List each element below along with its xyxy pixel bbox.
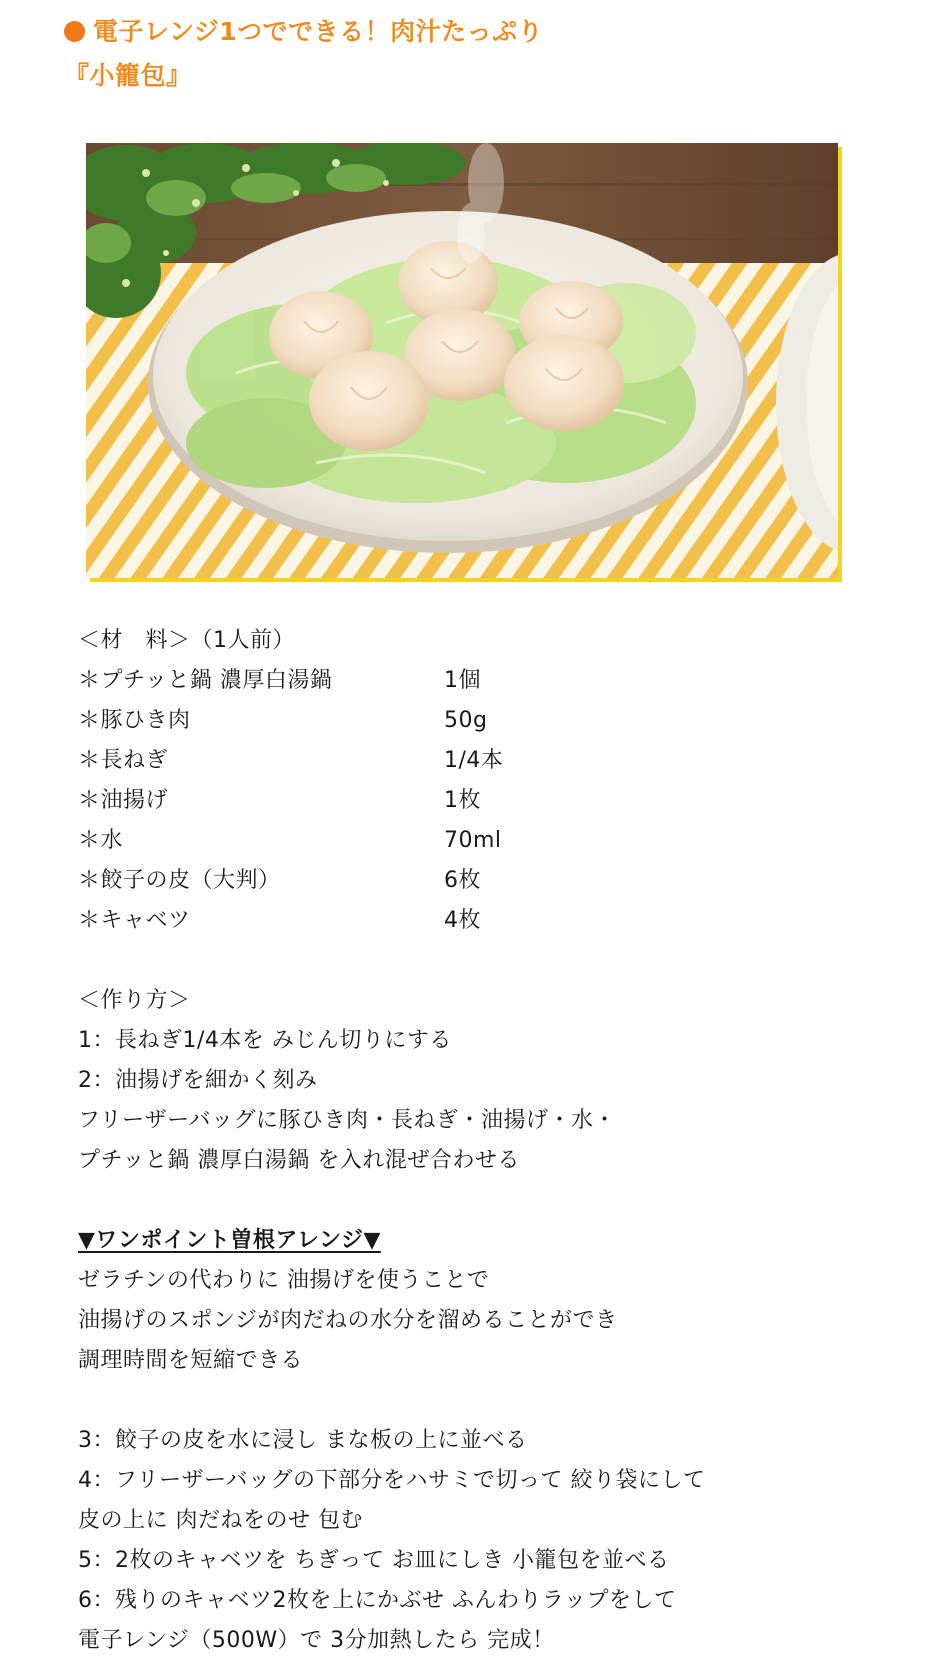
ingredient-name: ＊油揚げ — [78, 788, 169, 813]
dish-photo — [86, 143, 838, 578]
ingredient-amount: 1枚 — [444, 788, 481, 813]
method-step: 3：餃子の皮を水に浸し まな板の上に並べる — [78, 1428, 528, 1453]
recipe-title — [64, 10, 884, 98]
ingredient-name: ＊豚ひき肉 — [78, 708, 191, 733]
recipe-body — [78, 621, 878, 1661]
ingredient-row — [78, 781, 878, 821]
dish-photo-illustration — [86, 143, 838, 578]
ingredient-row — [78, 821, 878, 861]
ingredient-row — [78, 861, 878, 901]
bullet-dot-icon — [64, 21, 85, 42]
spacer — [78, 1381, 878, 1421]
ingredient-amount: 50g — [444, 708, 488, 733]
method-step: 1：長ねぎ1/4本を みじん切りにする — [78, 1028, 452, 1053]
ingredient-row — [78, 661, 878, 701]
ingredient-name: ＊プチッと鍋 濃厚白湯鍋 — [78, 668, 333, 693]
one-point-line: 油揚げのスポンジが肉だねの水分を溜めることができ — [78, 1308, 618, 1333]
ingredient-row — [78, 741, 878, 781]
ingredient-amount: 70ml — [444, 828, 502, 853]
ingredient-amount: 1/4本 — [444, 748, 504, 773]
method-step: 皮の上に 肉だねをのせ 包む — [78, 1508, 363, 1533]
method-header: ＜作り方＞ — [78, 988, 191, 1013]
spacer — [78, 1181, 878, 1221]
ingredient-amount: 6枚 — [444, 868, 481, 893]
ingredient-name: ＊キャベツ — [78, 908, 191, 933]
method-step: 6：残りのキャベツ2枚を上にかぶせ ふんわりラップをして — [78, 1588, 677, 1613]
method-step: 5：2枚のキャベツを ちぎって お皿にしき 小籠包を並べる — [78, 1548, 670, 1573]
one-point-heading: ▼ワンポイント曽根アレンジ▼ — [78, 1228, 381, 1253]
method-step: 電子レンジ（500W）で 3分加熱したら 完成！ — [78, 1628, 555, 1653]
one-point-line: ゼラチンの代わりに 油揚げを使うことで — [78, 1268, 490, 1293]
title-line-2: 『小籠包』 — [64, 61, 192, 90]
ingredient-amount: 1個 — [444, 668, 481, 693]
ingredient-name: ＊水 — [78, 828, 124, 853]
method-step: 2：油揚げを細かく刻み — [78, 1068, 318, 1093]
method-step: プチッと鍋 濃厚白湯鍋 を入れ混ぜ合わせる — [78, 1148, 520, 1173]
ingredient-row — [78, 901, 878, 941]
ingredient-name: ＊餃子の皮（大判） — [78, 868, 281, 893]
spacer — [78, 941, 878, 981]
method-step: フリーザーバッグに豚ひき肉・長ねぎ・油揚げ・水・ — [78, 1108, 617, 1133]
title-line-1: 電子レンジ1つでできる！肉汁たっぷり — [64, 10, 884, 54]
ingredient-name: ＊長ねぎ — [78, 748, 169, 773]
ingredients-header: ＜材 料＞（1人前） — [78, 628, 295, 653]
ingredient-amount: 4枚 — [444, 908, 481, 933]
one-point-line: 調理時間を短縮できる — [78, 1348, 304, 1373]
method-step: 4：フリーザーバッグの下部分をハサミで切って 絞り袋にして — [78, 1468, 706, 1493]
ingredient-row — [78, 701, 878, 741]
